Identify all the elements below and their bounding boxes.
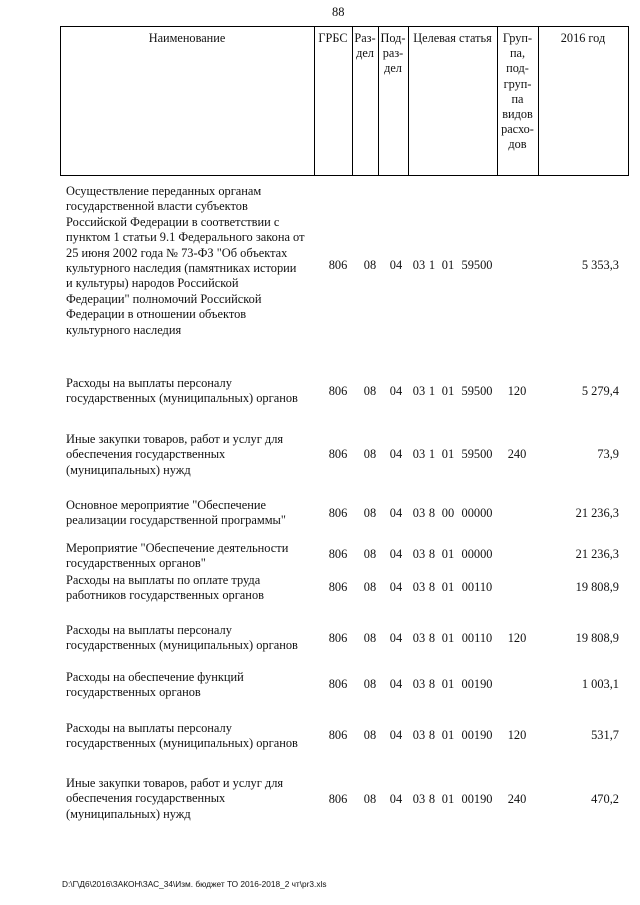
podrazdel-cell: 04 xyxy=(389,792,403,806)
target-program-cell: 03 xyxy=(412,447,426,461)
amount-cell: 73,9 xyxy=(597,447,619,461)
target-subprogram-cell: 1 xyxy=(428,258,436,272)
row-name-line: обеспечения государственных xyxy=(66,791,226,806)
row-name-line: (муниципальных) нужд xyxy=(66,462,191,477)
target-program-cell: 03 xyxy=(412,580,426,594)
row-name-line: Расходы на выплаты персоналу xyxy=(66,376,232,390)
target-event-cell: 01 xyxy=(441,792,455,806)
expense-type-cell: 240 xyxy=(507,447,527,461)
target-direction-cell: 00110 xyxy=(461,631,493,645)
target-subprogram-cell: 8 xyxy=(428,580,436,594)
row-name-line: Расходы на выплаты персоналу xyxy=(66,721,232,735)
amount-cell: 5 353,3 xyxy=(581,258,619,272)
row-name-line: Расходы на выплаты персоналу xyxy=(66,623,232,637)
razdel-cell: 08 xyxy=(363,447,377,461)
expense-type-cell: 120 xyxy=(507,728,527,742)
table-top-border xyxy=(60,26,629,27)
row-name-line: Осуществление переданных органам xyxy=(66,184,262,198)
razdel-cell: 08 xyxy=(363,258,377,272)
row-name-line: Федерации" полномочий Российской xyxy=(66,291,262,306)
target-direction-cell: 59500 xyxy=(461,384,493,398)
grbs-cell: 806 xyxy=(328,792,348,806)
target-direction-cell: 00110 xyxy=(461,580,493,594)
row-name-line: и культуры) народов Российской xyxy=(66,276,239,291)
file-path-footer: D:\Г\Д6\2016\ЗАКОН\ЗАС_34\Изм. бюджет ТО 2016-2018_2 чт\pr3.xls xyxy=(62,879,327,889)
podrazdel-cell: 04 xyxy=(389,506,403,520)
header-target: Целевая статья xyxy=(413,31,492,45)
header-vid: Груп- па, под- груп- па видов расхо- дов xyxy=(501,31,534,152)
row-name-line: государственных органов xyxy=(66,685,201,700)
amount-cell: 531,7 xyxy=(591,728,619,742)
grbs-cell: 806 xyxy=(328,631,348,645)
grbs-cell: 806 xyxy=(328,677,348,691)
row-name-line: государственных органов" xyxy=(66,556,206,571)
razdel-cell: 08 xyxy=(363,547,377,561)
row-name-line: пунктом 1 статьи 9.1 Федерального закона от xyxy=(66,230,305,245)
target-event-cell: 01 xyxy=(441,728,455,742)
grbs-cell: 806 xyxy=(328,258,348,272)
razdel-cell: 08 xyxy=(363,580,377,594)
row-name xyxy=(66,376,328,407)
amount-cell: 19 808,9 xyxy=(575,631,619,645)
row-name-line: Федерации в отношении объектов xyxy=(66,307,247,322)
row-name xyxy=(66,623,328,654)
row-name-line: Основное мероприятие "Обеспечение xyxy=(66,498,266,512)
target-direction-cell: 59500 xyxy=(461,258,493,272)
target-direction-cell: 00190 xyxy=(461,677,493,691)
row-name-line: государственной власти субъектов xyxy=(66,199,248,214)
razdel-cell: 08 xyxy=(363,384,377,398)
row-name xyxy=(66,432,328,478)
header-razdel: Раз- дел xyxy=(354,31,376,61)
row-name-line: Иные закупки товаров, работ и услуг для xyxy=(66,776,284,790)
target-event-cell: 01 xyxy=(441,447,455,461)
target-direction-cell: 00000 xyxy=(461,506,493,520)
target-program-cell: 03 xyxy=(412,728,426,742)
target-program-cell: 03 xyxy=(412,384,426,398)
row-name-line: Расходы на выплаты по оплате труда xyxy=(66,573,261,587)
row-name-line: 25 июня 2002 года № 73-ФЗ "Об объектах xyxy=(66,245,288,260)
grbs-cell: 806 xyxy=(328,580,348,594)
row-name-line: культурного наследия (памятниках истории xyxy=(66,261,297,276)
table-header xyxy=(60,26,629,176)
expense-type-cell: 120 xyxy=(507,631,527,645)
target-event-cell: 00 xyxy=(441,506,455,520)
row-name-line: (муниципальных) нужд xyxy=(66,806,191,821)
header-grbs: ГРБС xyxy=(318,31,348,45)
target-subprogram-cell: 8 xyxy=(428,792,436,806)
table-header-bottom-border xyxy=(60,175,629,176)
target-program-cell: 03 xyxy=(412,506,426,520)
target-event-cell: 01 xyxy=(441,580,455,594)
row-name-line: реализации государственной программы" xyxy=(66,513,286,528)
target-direction-cell: 00000 xyxy=(461,547,493,561)
target-subprogram-cell: 8 xyxy=(428,677,436,691)
row-name xyxy=(66,776,328,822)
page-number: 88 xyxy=(332,5,345,19)
amount-cell: 1 003,1 xyxy=(581,677,619,691)
razdel-cell: 08 xyxy=(363,792,377,806)
target-subprogram-cell: 8 xyxy=(428,631,436,645)
target-program-cell: 03 xyxy=(412,792,426,806)
grbs-cell: 806 xyxy=(328,728,348,742)
row-name xyxy=(66,573,328,604)
target-event-cell: 01 xyxy=(441,677,455,691)
expense-type-cell: 240 xyxy=(507,792,527,806)
col-border xyxy=(314,26,315,176)
grbs-cell: 806 xyxy=(328,506,348,520)
header-podrazdel: Под- раз- дел xyxy=(380,31,406,76)
col-border xyxy=(60,26,61,176)
row-name xyxy=(66,498,328,529)
row-name xyxy=(66,721,328,752)
amount-cell: 470,2 xyxy=(591,792,619,806)
row-name-line: культурного наследия xyxy=(66,322,182,337)
row-name xyxy=(66,184,328,338)
target-subprogram-cell: 1 xyxy=(428,447,436,461)
col-border xyxy=(538,26,539,176)
col-border xyxy=(628,26,629,176)
razdel-cell: 08 xyxy=(363,728,377,742)
row-name-line: Расходы на обеспечение функций xyxy=(66,670,244,684)
header-name: Наименование xyxy=(148,31,226,45)
podrazdel-cell: 04 xyxy=(389,547,403,561)
target-program-cell: 03 xyxy=(412,677,426,691)
target-subprogram-cell: 8 xyxy=(428,506,436,520)
header-year: 2016 год xyxy=(560,31,606,45)
row-name-line: Мероприятие "Обеспечение деятельности xyxy=(66,541,289,555)
grbs-cell: 806 xyxy=(328,384,348,398)
amount-cell: 19 808,9 xyxy=(575,580,619,594)
target-event-cell: 01 xyxy=(441,384,455,398)
podrazdel-cell: 04 xyxy=(389,384,403,398)
row-name-line: государственных (муниципальных) органов xyxy=(66,638,298,653)
target-direction-cell: 59500 xyxy=(461,447,493,461)
razdel-cell: 08 xyxy=(363,631,377,645)
target-program-cell: 03 xyxy=(412,631,426,645)
podrazdel-cell: 04 xyxy=(389,447,403,461)
podrazdel-cell: 04 xyxy=(389,258,403,272)
col-border xyxy=(408,26,409,176)
row-name-line: государственных (муниципальных) органов xyxy=(66,391,298,406)
razdel-cell: 08 xyxy=(363,506,377,520)
podrazdel-cell: 04 xyxy=(389,580,403,594)
row-name-line: Российской Федерации в соответствии с xyxy=(66,214,280,229)
expense-type-cell: 120 xyxy=(507,384,527,398)
target-event-cell: 01 xyxy=(441,547,455,561)
podrazdel-cell: 04 xyxy=(389,631,403,645)
row-name xyxy=(66,541,328,572)
target-event-cell: 01 xyxy=(441,631,455,645)
amount-cell: 21 236,3 xyxy=(575,547,619,561)
target-event-cell: 01 xyxy=(441,258,455,272)
grbs-cell: 806 xyxy=(328,447,348,461)
target-program-cell: 03 xyxy=(412,258,426,272)
row-name xyxy=(66,670,328,701)
podrazdel-cell: 04 xyxy=(389,728,403,742)
target-program-cell: 03 xyxy=(412,547,426,561)
target-direction-cell: 00190 xyxy=(461,792,493,806)
target-direction-cell: 00190 xyxy=(461,728,493,742)
row-name-line: работников государственных органов xyxy=(66,588,264,603)
target-subprogram-cell: 8 xyxy=(428,728,436,742)
row-name-line: обеспечения государственных xyxy=(66,447,226,462)
grbs-cell: 806 xyxy=(328,547,348,561)
podrazdel-cell: 04 xyxy=(389,677,403,691)
razdel-cell: 08 xyxy=(363,677,377,691)
amount-cell: 21 236,3 xyxy=(575,506,619,520)
row-name-line: Иные закупки товаров, работ и услуг для xyxy=(66,432,284,446)
amount-cell: 5 279,4 xyxy=(581,384,619,398)
target-subprogram-cell: 8 xyxy=(428,547,436,561)
target-subprogram-cell: 1 xyxy=(428,384,436,398)
row-name-line: государственных (муниципальных) органов xyxy=(66,736,298,751)
